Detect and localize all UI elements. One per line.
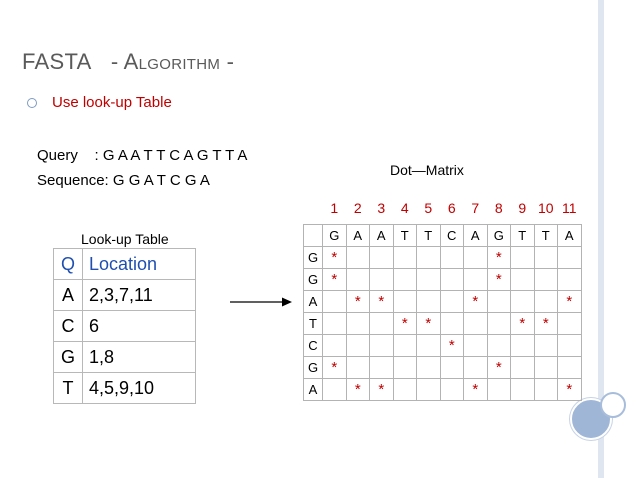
matrix-column-number: 5 [424,200,433,216]
matrix-match-mark: * [487,357,511,379]
matrix-cell [511,269,535,291]
matrix-row-letter: A [304,379,323,401]
decorative-ring-icon [600,392,626,418]
matrix-column-number: 3 [377,200,386,216]
matrix-match-mark: * [346,379,370,401]
matrix-cell [558,357,582,379]
matrix-column-number: 10 [537,200,554,216]
matrix-row-letter: G [304,269,323,291]
matrix-row [304,269,582,291]
matrix-cell [393,247,417,269]
matrix-cell [346,313,370,335]
sequence-line: Sequence: G G A T C G A [37,172,210,189]
lookup-table-label: Look-up Table [81,231,169,247]
matrix-match-mark: * [393,313,417,335]
matrix-cell [558,269,582,291]
matrix-column-number: 11 [561,200,577,216]
lookup-header-key: Q [54,249,83,280]
matrix-match-mark: * [417,313,441,335]
dot-matrix-label: Dot—Matrix [390,162,464,178]
matrix-row [304,357,582,379]
matrix-cell [346,269,370,291]
lookup-header-row [54,249,196,280]
matrix-cell [346,357,370,379]
matrix-column-letter: A [558,225,582,247]
matrix-column-number: 7 [471,200,480,216]
matrix-cell [511,335,535,357]
title-main: FASTA [22,49,92,74]
bullet-circle-icon [27,98,37,108]
matrix-column-letter: A [464,225,488,247]
matrix-match-mark: * [464,379,488,401]
lookup-row [54,342,196,373]
title-sub-prefix: - A [110,49,139,74]
matrix-match-mark: * [323,247,347,269]
matrix-cell [464,335,488,357]
matrix-cell [464,357,488,379]
matrix-row [304,291,582,313]
matrix-column-letter: T [511,225,535,247]
lookup-row [54,373,196,404]
matrix-column-number: 6 [447,200,456,216]
matrix-match-mark: * [558,379,582,401]
matrix-cell [417,269,441,291]
matrix-match-mark: * [534,313,558,335]
matrix-cell [534,269,558,291]
matrix-column-letter: T [393,225,417,247]
matrix-cell [393,269,417,291]
lookup-row [54,311,196,342]
matrix-column-number: 2 [353,200,362,216]
matrix-cell [393,357,417,379]
matrix-row-letter: G [304,357,323,379]
matrix-cell [370,357,394,379]
matrix-column-letter: T [534,225,558,247]
lookup-key: G [54,342,83,373]
matrix-match-mark: * [323,357,347,379]
matrix-cell [511,357,535,379]
matrix-cell [417,379,441,401]
matrix-cell [534,357,558,379]
bullet-text: Use look-up Table [52,94,172,111]
matrix-cell [346,335,370,357]
matrix-cell [558,247,582,269]
matrix-cell [558,335,582,357]
matrix-row-letter: C [304,335,323,357]
matrix-cell [534,379,558,401]
matrix-cell [534,335,558,357]
lookup-row [54,280,196,311]
matrix-column-letter: A [370,225,394,247]
matrix-cell [417,291,441,313]
matrix-column-letter: C [440,225,464,247]
matrix-match-mark: * [440,335,464,357]
matrix-column-number: 9 [518,200,527,216]
matrix-cell [487,313,511,335]
matrix-column-numbers [326,200,576,218]
matrix-match-mark: * [558,291,582,313]
lookup-key: A [54,280,83,311]
matrix-cell [464,313,488,335]
lookup-header-value: Location [83,249,196,280]
lookup-key: C [54,311,83,342]
matrix-cell [417,247,441,269]
arrow-right-icon [230,296,292,308]
matrix-cell [393,335,417,357]
title-sub-suffix: - [220,49,235,74]
matrix-cell [487,335,511,357]
matrix-column-number: 8 [494,200,503,216]
matrix-cell [323,335,347,357]
matrix-column-letter: G [323,225,347,247]
matrix-cell [393,379,417,401]
matrix-cell [370,269,394,291]
matrix-cell [511,247,535,269]
matrix-column-number: 1 [330,200,339,216]
title-sub-smallcaps: LGORITHM [138,56,221,73]
matrix-header-row [304,225,582,247]
matrix-cell [534,291,558,313]
matrix-match-mark: * [346,291,370,313]
matrix-match-mark: * [511,313,535,335]
matrix-cell [440,379,464,401]
matrix-cell [487,291,511,313]
matrix-cell [464,247,488,269]
matrix-column-letter: A [346,225,370,247]
matrix-cell [534,247,558,269]
matrix-row [304,247,582,269]
matrix-cell [511,291,535,313]
matrix-cell [323,313,347,335]
matrix-row-letter: T [304,313,323,335]
dot-matrix [303,224,582,401]
matrix-cell [487,379,511,401]
lookup-key: T [54,373,83,404]
matrix-column-letter: T [417,225,441,247]
matrix-cell [323,291,347,313]
matrix-cell [440,269,464,291]
matrix-cell [393,291,417,313]
matrix-row-letter: G [304,247,323,269]
matrix-row [304,379,582,401]
lookup-value: 6 [83,311,196,342]
matrix-cell [417,357,441,379]
matrix-row [304,335,582,357]
lookup-value: 4,5,9,10 [83,373,196,404]
matrix-cell [440,247,464,269]
matrix-match-mark: * [323,269,347,291]
matrix-cell [440,313,464,335]
matrix-cell [464,269,488,291]
matrix-cell [440,291,464,313]
matrix-row-letter: A [304,291,323,313]
matrix-column-letter: G [487,225,511,247]
matrix-match-mark: * [370,291,394,313]
matrix-cell [346,247,370,269]
matrix-corner [304,225,323,247]
matrix-match-mark: * [487,269,511,291]
matrix-match-mark: * [464,291,488,313]
matrix-cell [511,379,535,401]
matrix-column-number: 4 [400,200,409,216]
matrix-cell [370,247,394,269]
matrix-cell [440,357,464,379]
matrix-cell [370,313,394,335]
matrix-row [304,313,582,335]
query-line: Query : G A A T T C A G T T A [37,147,248,164]
matrix-cell [558,313,582,335]
matrix-cell [370,335,394,357]
slide-title [22,49,234,75]
matrix-match-mark: * [487,247,511,269]
matrix-match-mark: * [370,379,394,401]
lookup-table [53,248,196,404]
matrix-cell [323,379,347,401]
lookup-value: 1,8 [83,342,196,373]
matrix-cell [417,335,441,357]
lookup-value: 2,3,7,11 [83,280,196,311]
